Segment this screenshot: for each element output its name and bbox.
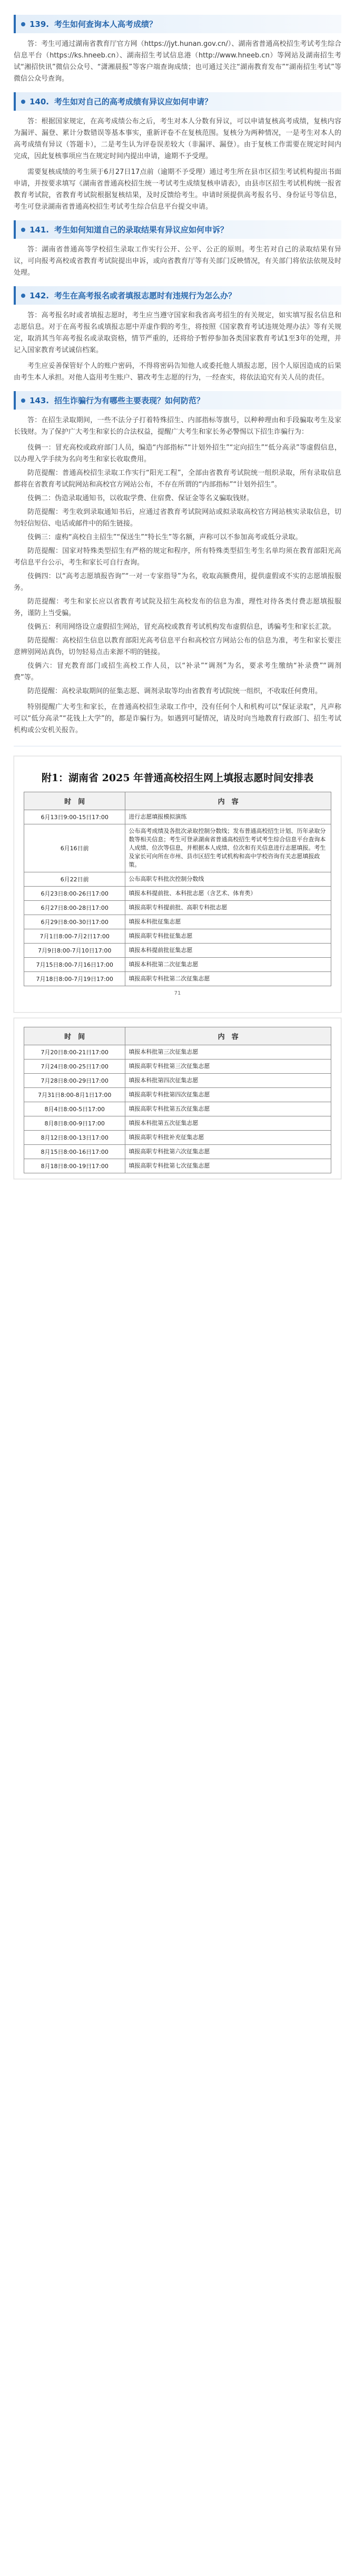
table-row <box>24 887 331 901</box>
schedule-time-cell: 7月24日8:00-25日17:00 <box>24 1059 125 1074</box>
question-text: 招生诈骗行为有哪些主要表现？如何防范？ <box>54 396 205 405</box>
col-header-time: 时 间 <box>24 1027 125 1045</box>
list-item: 防范提醒：高校招生信息以教育部阳光高考信息平台和高校官方网站公布的信息为准，考生和家长要注意辨别网站真伪，切勿轻易点击来源不明的链接。 <box>14 637 341 656</box>
table-row <box>24 1074 331 1088</box>
table-row <box>24 1131 331 1145</box>
list-item: 防范提醒：普通高校招生录取工作实行“阳光工程”，全部由省教育考试院统一组织录取，所有录取信息都将在省教育考试院网站和高校官方网站公布，不存在所谓的“内部指标”“计划外招生”。 <box>14 469 341 489</box>
schedule-content-cell: 公布高职专科批次控制分数线 <box>125 872 331 887</box>
schedule-content-cell: 填报本科批征集志愿 <box>125 915 331 929</box>
list-item: 伎俩四：以“高考志愿填报咨询”“一对一专家指导”为名，收取高额费用，提供虚假或不实的志愿填报服务。 <box>14 572 341 592</box>
list-item: 伎俩二：伪造录取通知书，以收取学费、住宿费、保证金等名义骗取钱财。 <box>27 494 254 502</box>
schedule-time-cell: 7月20日8:00-21日17:00 <box>24 1045 125 1059</box>
schedule-content-cell: 填报本科批第三次征集志愿 <box>125 1045 331 1059</box>
question-number: 139. <box>29 19 50 29</box>
table-row <box>24 944 331 958</box>
qa-section <box>14 220 341 279</box>
list-item: 伎俩一：冒充高校或政府部门人员，编造“内部指标”“计划外招生”“定向招生”“低分高录”等虚假信息，以办理入学手续为名向考生和家长收取费用。 <box>14 444 341 463</box>
schedule-time-cell: 7月1日8:00-7月2日17:00 <box>24 929 125 944</box>
question-text: 考生如何查询本人高考成绩？ <box>54 20 157 29</box>
answer-paragraph: 答：在招生录取期间，一些不法分子打着特殊招生、内部指标等旗号，以种种理由和手段骗取考生及家长钱财。为了保护广大考生和家长的合法权益，提醒广大考生和家长务必警惕以下招生诈骗行为： <box>14 416 341 436</box>
scam-tactic-list <box>14 442 341 697</box>
bullet-dot-icon <box>21 294 25 298</box>
schedule-table-2 <box>24 1027 331 1173</box>
page <box>0 0 355 1206</box>
schedule-content-cell: 填报高职专科批第五次征集志愿 <box>125 1102 331 1116</box>
col-header-content: 内 容 <box>125 792 331 810</box>
table-row <box>24 1116 331 1131</box>
col-header-content: 内 容 <box>125 1027 331 1045</box>
table-row <box>24 1059 331 1074</box>
qa-list <box>14 15 341 736</box>
question-number: 140. <box>29 96 50 106</box>
table-row <box>24 824 331 872</box>
schedule-content-cell: 填报本科批第二次征集志愿 <box>125 958 331 972</box>
schedule-time-cell: 6月13日9:00-15日17:00 <box>24 810 125 824</box>
list-item: 防范提醒：考生收到录取通知书后，应通过省教育考试院网站或拟录取高校官方网站核实录取信息，切勿轻信短信、电话或邮件中的陌生链接。 <box>14 508 341 528</box>
table-row <box>24 1102 331 1116</box>
question-number: 141. <box>29 225 50 235</box>
schedule-time-cell: 6月27日8:00-28日17:00 <box>24 901 125 915</box>
schedule-content-cell: 填报高职专科批第七次征集志愿 <box>125 1159 331 1173</box>
question-text: 考生如何知道自己的录取结果有异议应如何申诉？ <box>54 225 229 235</box>
question-heading <box>14 92 341 111</box>
table-row <box>24 1159 331 1173</box>
question-number: 142. <box>29 290 50 300</box>
question-heading <box>14 15 341 33</box>
list-item: 防范提醒：高校录取期间的征集志愿、调剂录取等均由省教育考试院统一组织，不收取任何费用。 <box>27 687 322 695</box>
table-row <box>24 972 331 986</box>
table-row <box>24 915 331 929</box>
table-row <box>24 1088 331 1102</box>
schedule-content-cell: 填报高职专科批征集志愿 <box>125 929 331 944</box>
schedule-time-cell: 7月18日8:00-7月19日17:00 <box>24 972 125 986</box>
table-row <box>24 810 331 824</box>
schedule-content-cell: 填报本科批第四次征集志愿 <box>125 1074 331 1088</box>
answer-paragraph: 答：湖南省普通高等学校招生录取工作实行公开、公平、公正的原则。考生若对自己的录取结果有异议，可向报考高校或省教育考试院提出申诉，或向省教育厅等有关部门反映情况，有关部门将依法依规及时处理。 <box>14 246 341 277</box>
qa-section <box>14 15 341 85</box>
schedule-time-cell: 7月31日8:00-8月1日17:00 <box>24 1088 125 1102</box>
table-row <box>24 901 331 915</box>
bullet-dot-icon <box>21 100 25 104</box>
schedule-time-cell: 6月29日8:00-30日17:00 <box>24 915 125 929</box>
bullet-dot-icon <box>21 398 25 403</box>
answer-paragraph: 需要复核成绩的考生须于6月27日17点前（逾期不予受理）通过考生所在县市区招生考试机构提出书面申请，并按要求填写《湖南省普通高校招生统一考试考生成绩复核申请表》，由县市区招生考试机构统一报省教育考试院，省教育考试院根据复核结果，及时反馈给考生。申请时须提供高考报名号、身份证号等信息，考生可登录湖南省普通高校招生考试考生综合信息平台提交申请。 <box>14 168 341 211</box>
schedule-content-cell: 填报本科提前批征集志愿 <box>125 944 331 958</box>
qa-section <box>14 286 341 384</box>
schedule-content-cell: 公布高考成绩及各批次录取控制分数线；发布普通高校招生计划、历年录取分数等相关信息；考生可登录湖南省普通高校招生考试考生综合信息平台查询本人成绩、位次等信息，并根据本人成绩、位次和有关信息进行志愿填报。考生及家长可向所在市州、县市区招生考试机构和高中学校咨询有关志愿填报政策。 <box>125 824 331 872</box>
table-row <box>24 872 331 887</box>
schedule-content-cell: 填报高职专科批第二次征集志愿 <box>125 972 331 986</box>
page-number: 71 <box>174 990 181 996</box>
schedule-time-cell: 8月18日8:00-19日17:00 <box>24 1159 125 1173</box>
schedule-time-cell: 6月23日8:00-26日17:00 <box>24 887 125 901</box>
list-item: 伎俩五：利用网络设立虚假招生网站，冒充高校或教育考试机构发布虚假信息，诱骗考生和家长汇款。 <box>27 623 336 631</box>
schedule-table-1 <box>24 792 331 986</box>
schedule-content-cell: 填报高职专科提前批、高职专科批志愿 <box>125 901 331 915</box>
schedule-time-cell: 8月4日8:00-5日17:00 <box>24 1102 125 1116</box>
table-row <box>24 929 331 944</box>
answer-paragraph: 答：考生可通过湖南省教育厅官方网（https://jyt.hunan.gov.cn/）、湖南省普通高校招生考试考生综合信息平台（https://ks.hneeb.cn）、湖南招生考试信息港（http://www.hneeb.cn）等网站及湖南招生考试“湘招快讯”微信公众号、“潇湘晨报”等客户端查询成绩；也可通过关注“湖南教育发布”“湖南招生考试”等微信公众号查询。 <box>14 40 341 83</box>
list-item: 伎俩六：冒充教育部门或招生高校工作人员，以“补录”“调剂”为名，要求考生缴纳“补录费”“调剂费”等。 <box>14 662 341 682</box>
schedule-content-cell: 填报高职专科批第三次征集志愿 <box>125 1059 331 1074</box>
answer-paragraph: 答：高考报名时或者填报志愿时，考生应当遵守国家和我省高考招生的有关规定，如实填写报名信息和志愿信息。对于在高考报名或填报志愿中弄虚作假的考生，将按照《国家教育考试违规处理办法》等有关规定，取消其当年高考报名或录取资格，情节严重的，还将给予暂停参加各类国家教育考试1至3年的处理，并记入国家教育考试诚信档案。 <box>14 312 341 354</box>
list-item: 防范提醒：国家对特殊类型招生有严格的规定和程序，所有特殊类型招生考生名单均须在教育部阳光高考信息平台公示，考生和家长可自行查询。 <box>14 547 341 567</box>
bullet-dot-icon <box>21 228 25 232</box>
answer-paragraph: 考生应妥善保管好个人的账户密码，不得将密码告知他人或委托他人填报志愿，因个人原因造成的后果由考生本人承担。对他人盗用考生账户、篡改考生志愿的行为，一经查实，将依法追究有关人员的责任。 <box>14 362 341 382</box>
appendix-sheet-2 <box>14 1018 341 1179</box>
question-heading <box>14 391 341 410</box>
schedule-time-cell: 6月16日前 <box>24 824 125 872</box>
schedule-time-cell: 8月8日8:00-9日17:00 <box>24 1116 125 1131</box>
schedule-time-cell: 7月15日8:00-7月16日17:00 <box>24 958 125 972</box>
appendix-title: 附1：湖南省 2025 年普通高校招生网上填报志愿时间安排表 <box>41 772 314 784</box>
appendix-sheet-1 <box>14 756 341 1013</box>
schedule-time-cell: 7月28日8:00-29日17:00 <box>24 1074 125 1088</box>
table-row <box>24 1145 331 1159</box>
schedule-content-cell: 填报本科提前批、本科批志愿（含艺术、体育类） <box>125 887 331 901</box>
table-row <box>24 1045 331 1059</box>
schedule-time-cell: 7月9日8:00-7月10日17:00 <box>24 944 125 958</box>
question-number: 143. <box>29 395 50 405</box>
bullet-dot-icon <box>21 22 25 26</box>
question-text: 考生在高考报名或者填报志愿时有违规行为怎么办？ <box>54 291 236 300</box>
question-text: 考生如对自己的高考成绩有异议应如何申请？ <box>54 97 213 106</box>
question-heading <box>14 286 341 305</box>
schedule-time-cell: 8月15日8:00-16日17:00 <box>24 1145 125 1159</box>
schedule-time-cell: 8月12日8:00-13日17:00 <box>24 1131 125 1145</box>
schedule-content-cell: 填报高职专科批第四次征集志愿 <box>125 1088 331 1102</box>
col-header-time: 时 间 <box>24 792 125 810</box>
list-item: 伎俩三：虚构“高校自主招生”“保送生”“特长生”等名额，声称可以不参加高考或低分录取。 <box>27 533 302 541</box>
qa-section <box>14 92 341 213</box>
schedule-content-cell: 填报本科批第五次征集志愿 <box>125 1116 331 1131</box>
closing-paragraph: 特别提醒广大考生和家长，在普通高校招生录取工作中，没有任何个人和机构可以“保证录取”，凡声称可以“低分高录”“花钱上大学”的，都是诈骗行为。如遇到可疑情况，请及时向当地教育行政部门、招生考试机构或公安机关报告。 <box>14 703 341 734</box>
schedule-content-cell: 进行志愿填报模拟演练 <box>125 810 331 824</box>
answer-paragraph: 答：根据国家规定，在高考成绩公布之后，考生对本人分数有异议，可以申请复核高考成绩，复核内容为漏评、漏登、累计分数错误等基本事实，重新评卷不在复核范围。复核分为两种情况，一是考生对本人的高考成绩有异议（答题卡），二是考生认为评卷误差较大（非漏评、漏登）。由于复核工作需要在规定时间内完成，因此复核事项应当在规定时间内提出申请，逾期不予受理。 <box>14 118 341 160</box>
schedule-content-cell: 填报高职专科批第六次征集志愿 <box>125 1145 331 1159</box>
list-item: 防范提醒：考生和家长应以省教育考试院及招生高校发布的信息为准，理性对待各类付费志愿填报服务，谨防上当受骗。 <box>14 598 341 617</box>
table-row <box>24 958 331 972</box>
question-heading <box>14 220 341 239</box>
schedule-time-cell: 6月22日前 <box>24 872 125 887</box>
qa-section <box>14 391 341 736</box>
schedule-content-cell: 填报高职专科批补充征集志愿 <box>125 1131 331 1145</box>
